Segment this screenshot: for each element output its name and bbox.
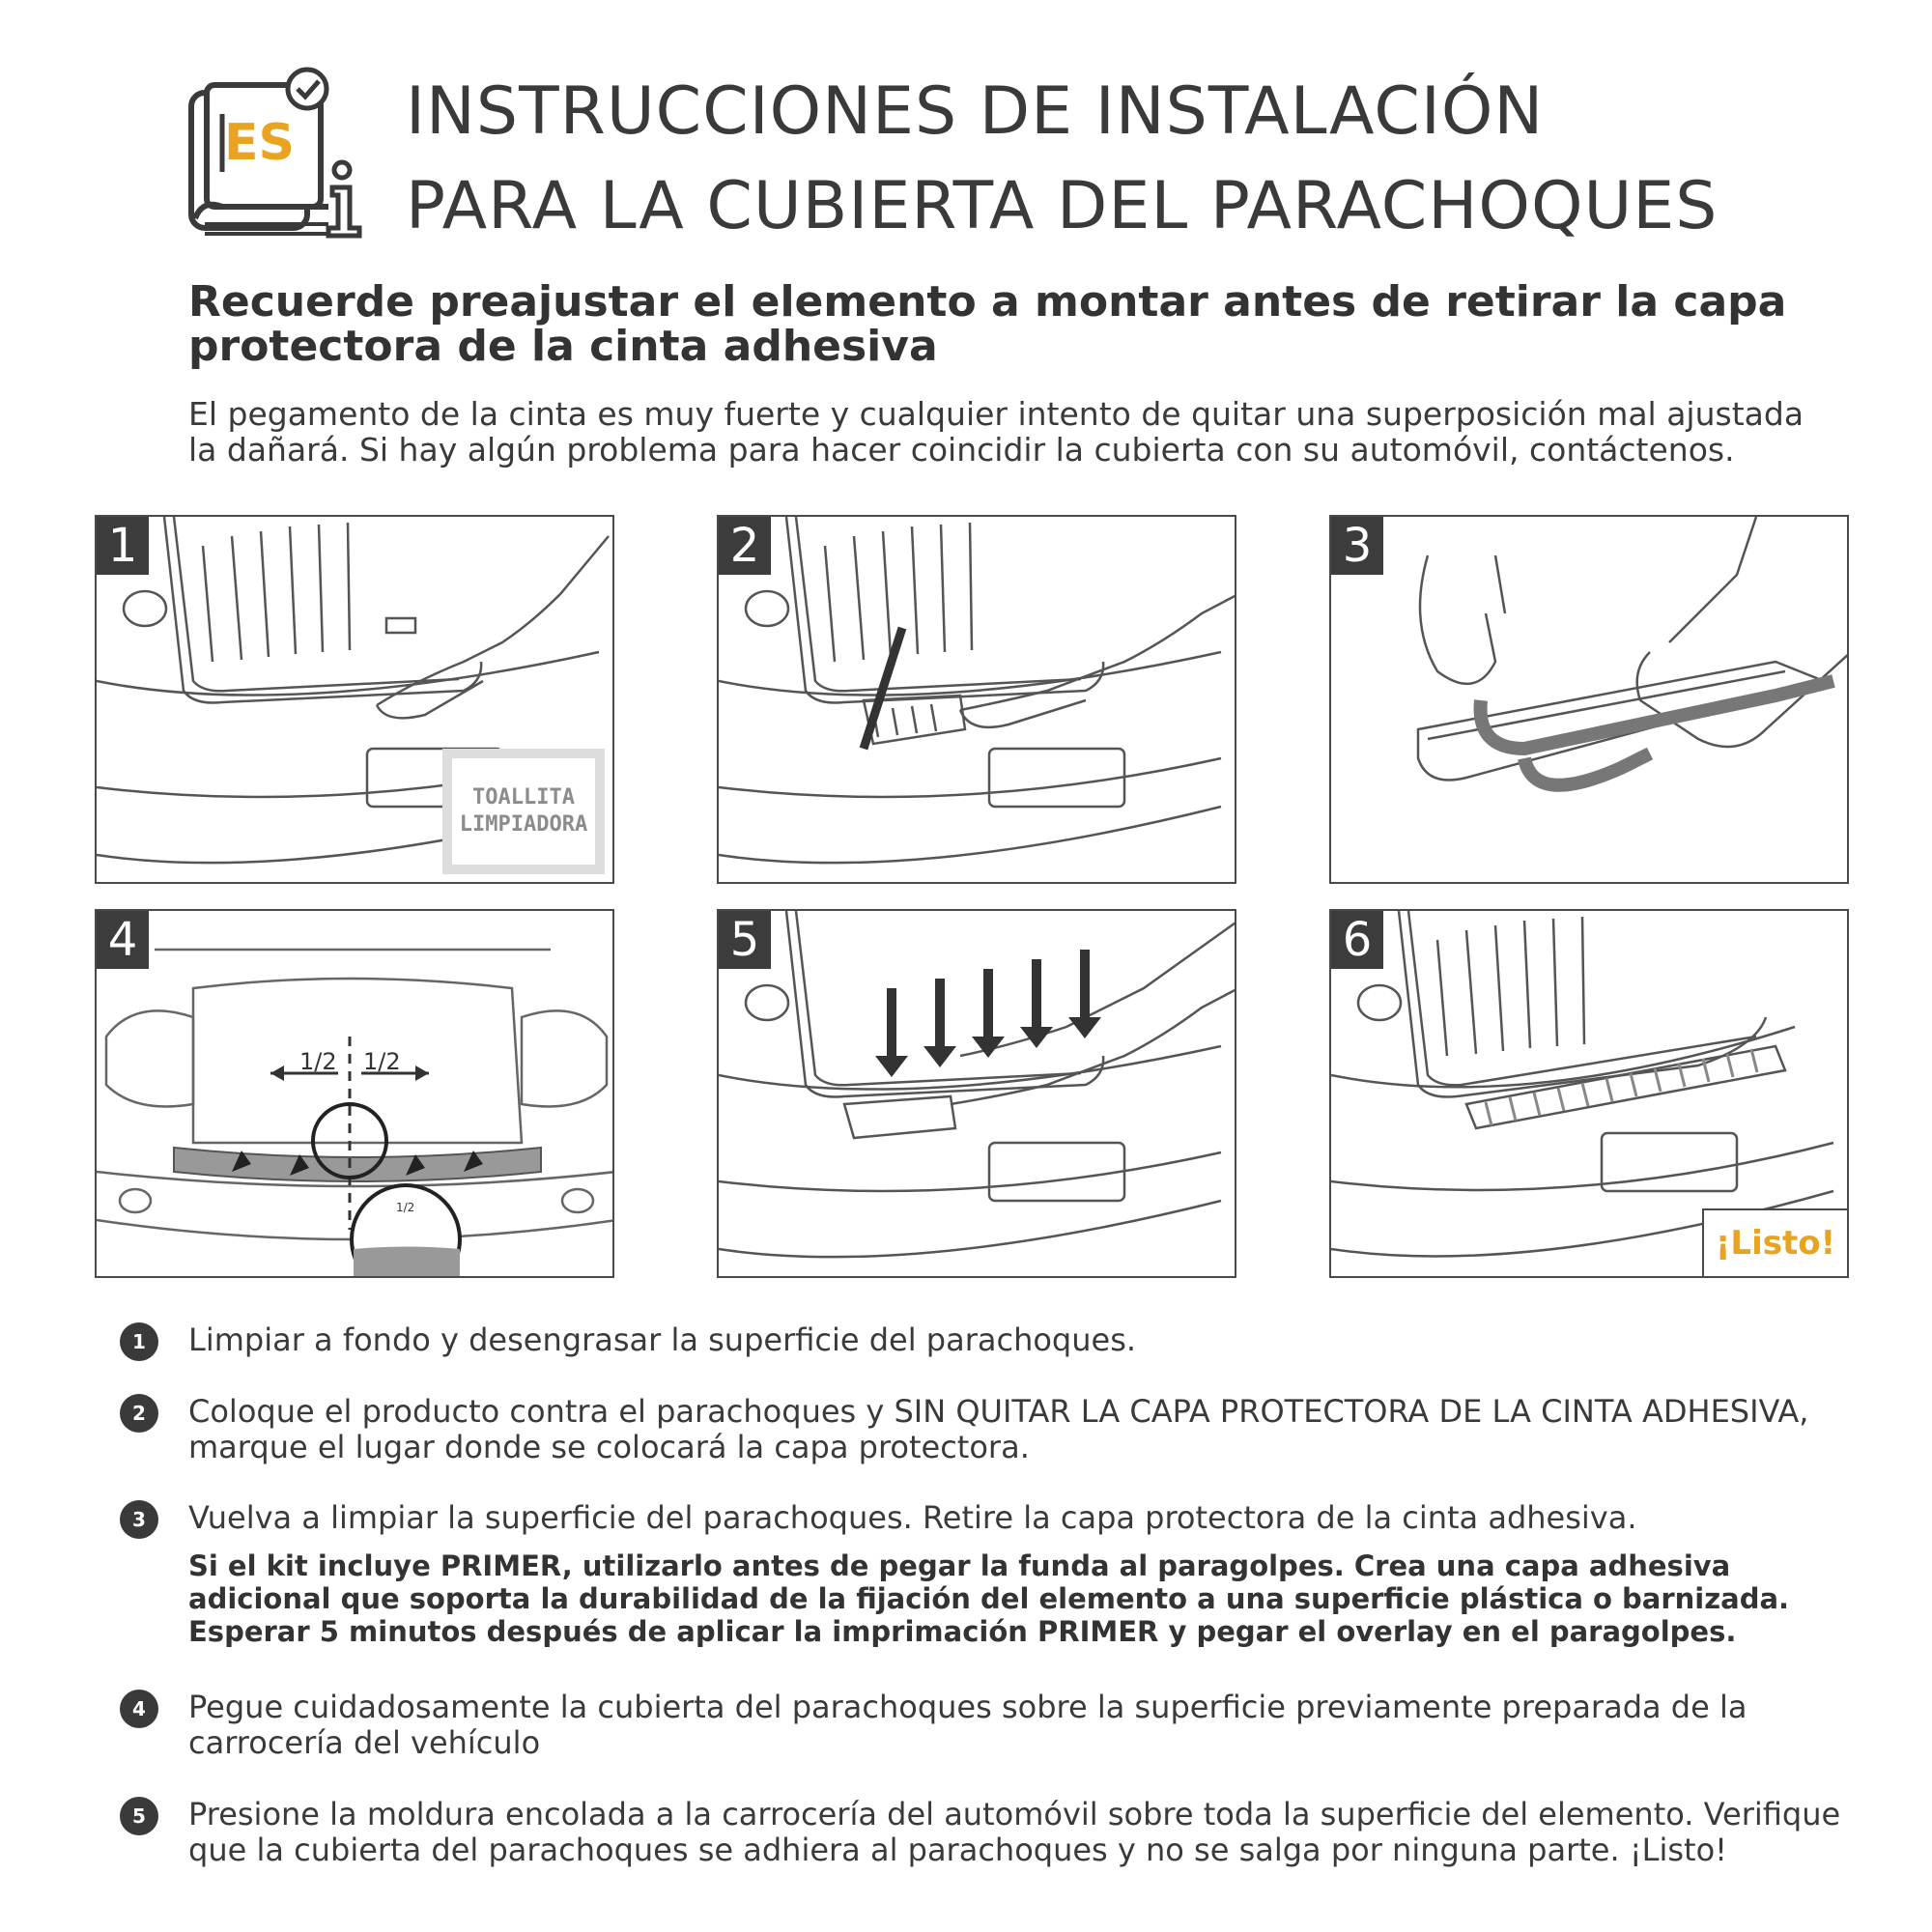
primer-note: Si el kit incluye PRIMER, utilizarlo antes de pegar la funda al paragolpes. Crea una capa adhesiva adicional que soporta la durabilidad de la fijación del elemento a una superficie plástica o barnizada. Esperar 5 minutos después de aplicar la imprimación PRIMER y pegar el overlay en el paragolpes. [188,1549,1790,1648]
step-text-4: Pegue cuidadosamente la cubierta del parachoques sobre la superficie previamente preparada de la carrocería del vehículo [188,1689,1747,1761]
page-title-line1: INSTRUCCIONES DE INSTALACIÓN [406,73,1545,150]
headline-line2: protectora de la cinta adhesiva [188,322,938,371]
step-badge-5: 5 [120,1797,158,1835]
panel-number: 6 [1331,911,1383,969]
step-text-1: Limpiar a fondo y desengrasar la superficie del parachoques. [188,1321,1137,1358]
half-label-left: 1/2 [299,1048,337,1075]
intro-line1: El pegamento de la cinta es muy fuerte y cualquier intento de quitar una superposición mal ajustada [188,395,1804,433]
page-title-line2: PARA LA CUBIERTA DEL PARACHOQUES [406,168,1719,244]
panel-1 [95,515,614,884]
car-rear-alignment-icon [97,911,614,1278]
panel-number: 4 [97,911,149,969]
step-text-2: Coloque el producto contra el parachoques y SIN QUITAR LA CAPA PROTECTORA DE LA CINTA ADHESIVA, marque el lugar donde se colocará la capa protectora. [188,1393,1809,1465]
step-badge-1: 1 [120,1322,158,1361]
step-badge-3: 3 [120,1500,158,1539]
panel-6 [1329,909,1849,1278]
towel-label-line2: LIMPIADORA [459,812,588,837]
towel-label-line1: TOALLITA [472,785,575,810]
panel-number: 3 [1331,517,1383,575]
step-text-5: Presione la moldura encolada a la carrocería del automóvil sobre toda la superficie del elemento. Verifique que la cubierta del parachoques se adhiera al parachoques y no se salga por ninguna parte. ¡Listo! [188,1796,1841,1868]
intro-line2: la dañará. Si hay algún problema para hacer coincidir la cubierta con su automóvil, contáctenos. [188,431,1735,469]
step-badge-4: 4 [120,1690,158,1728]
zoom-half-label: 1/2 [396,1201,415,1214]
half-label-right: 1/2 [363,1048,401,1075]
lang-code: ES [224,114,295,172]
step-text-3 [188,1500,1850,1648]
panel-3 [1329,515,1849,884]
panel-number: 5 [719,911,771,969]
panel-2 [717,515,1236,884]
headline [188,277,1787,371]
panel-5 [717,909,1236,1278]
intro-paragraph [188,396,1804,468]
step-text-3-main: Vuelva a limpiar la superficie del parachoques. Retire la capa protectora de la cinta adhesiva. [188,1499,1637,1536]
hand-positioning-cover-marker-icon [719,517,1236,884]
hands-peeling-tape-icon [1331,517,1849,884]
panel-4 [95,909,614,1278]
panel-number: 2 [719,517,771,575]
panel-number: 1 [97,517,149,575]
done-tag: ¡Listo! [1702,1208,1847,1276]
hand-pressing-cover-arrows-icon [719,911,1236,1278]
headline-line1: Recuerde preajustar el elemento a montar antes de retirar la capa [188,277,1787,327]
step-badge-2: 2 [120,1394,158,1433]
cleaning-towel-tag [442,749,605,874]
